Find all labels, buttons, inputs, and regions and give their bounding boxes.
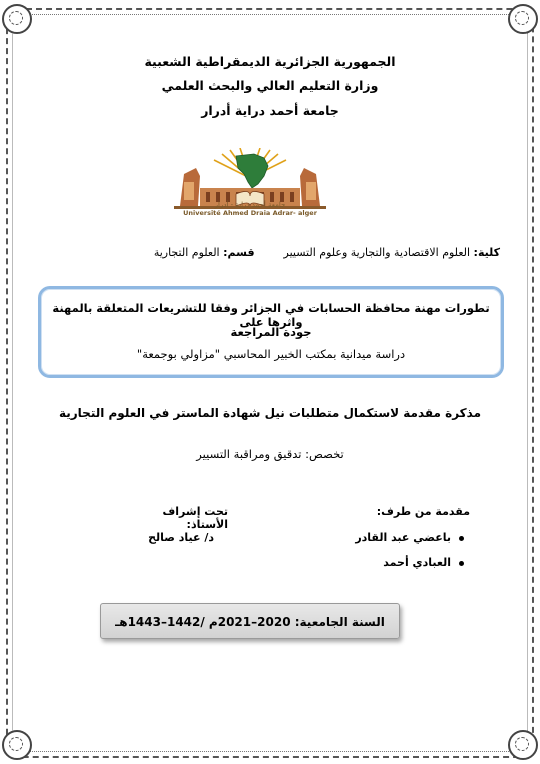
faculty-value: العلوم الاقتصادية والتجارية وعلوم التسيير — [283, 246, 471, 259]
supervisor-name: د/ عياد صالح — [148, 531, 214, 544]
academic-year: السنة الجامعية: 2020–2021م /1442–1443هـ — [115, 615, 385, 629]
thesis-title-box — [38, 286, 504, 378]
supervisor-label: تحت إشراف الأستاذ: — [162, 505, 228, 531]
bullet-icon — [459, 561, 464, 566]
memo-statement: مذكرة مقدمة لاستكمال متطلبات نيل شهادة الماستر في العلوم التجارية — [58, 406, 482, 420]
presented-by-label: مقدمة من طرف: — [376, 505, 470, 518]
department-label: قسم: — [223, 246, 255, 259]
header-republic: الجمهورية الجزائرية الديمقراطية الشعبية — [144, 54, 396, 69]
thesis-title-line1: تطورات مهنة محافظة الحسابات في الجزائر وفقا للتشريعات المتعلقة بالمهنة واثرها على — [52, 301, 490, 329]
academic-year-box — [100, 603, 400, 639]
specialty-value: تدقيق ومراقبة التسيير — [196, 447, 302, 461]
page-border-inner — [12, 14, 528, 752]
thesis-title-line2: جودة المراجعة — [230, 325, 312, 339]
thesis-subtitle: دراسة ميدانية بمكتب الخبير المحاسبي "مزاولي بوجمعة" — [136, 347, 406, 361]
header-university: جامعة أحمد دراية أدرار — [201, 103, 339, 118]
department-value: العلوم التجارية — [153, 246, 220, 259]
corner-ornament-icon — [508, 4, 538, 34]
faculty-label: كلية: — [473, 246, 500, 259]
specialty-line — [0, 447, 540, 461]
student-item: باعضي عبد القادر — [355, 531, 464, 544]
logo-caption-french: Université Ahmed Draia Adrar- alger — [183, 209, 317, 217]
corner-ornament-icon — [2, 4, 32, 34]
logo-caption-arabic: جامعة أحمد دراية - أدرار — [214, 201, 286, 209]
corner-ornament-icon — [2, 730, 32, 760]
faculty-department-row — [154, 246, 500, 259]
student-item: العبادي أحمد — [383, 556, 464, 569]
bullet-icon — [459, 536, 464, 541]
corner-ornament-icon — [508, 730, 538, 760]
specialty-label: تخصص: — [305, 447, 344, 461]
header-ministry: وزارة التعليم العالي والبحث العلمي — [161, 78, 379, 93]
